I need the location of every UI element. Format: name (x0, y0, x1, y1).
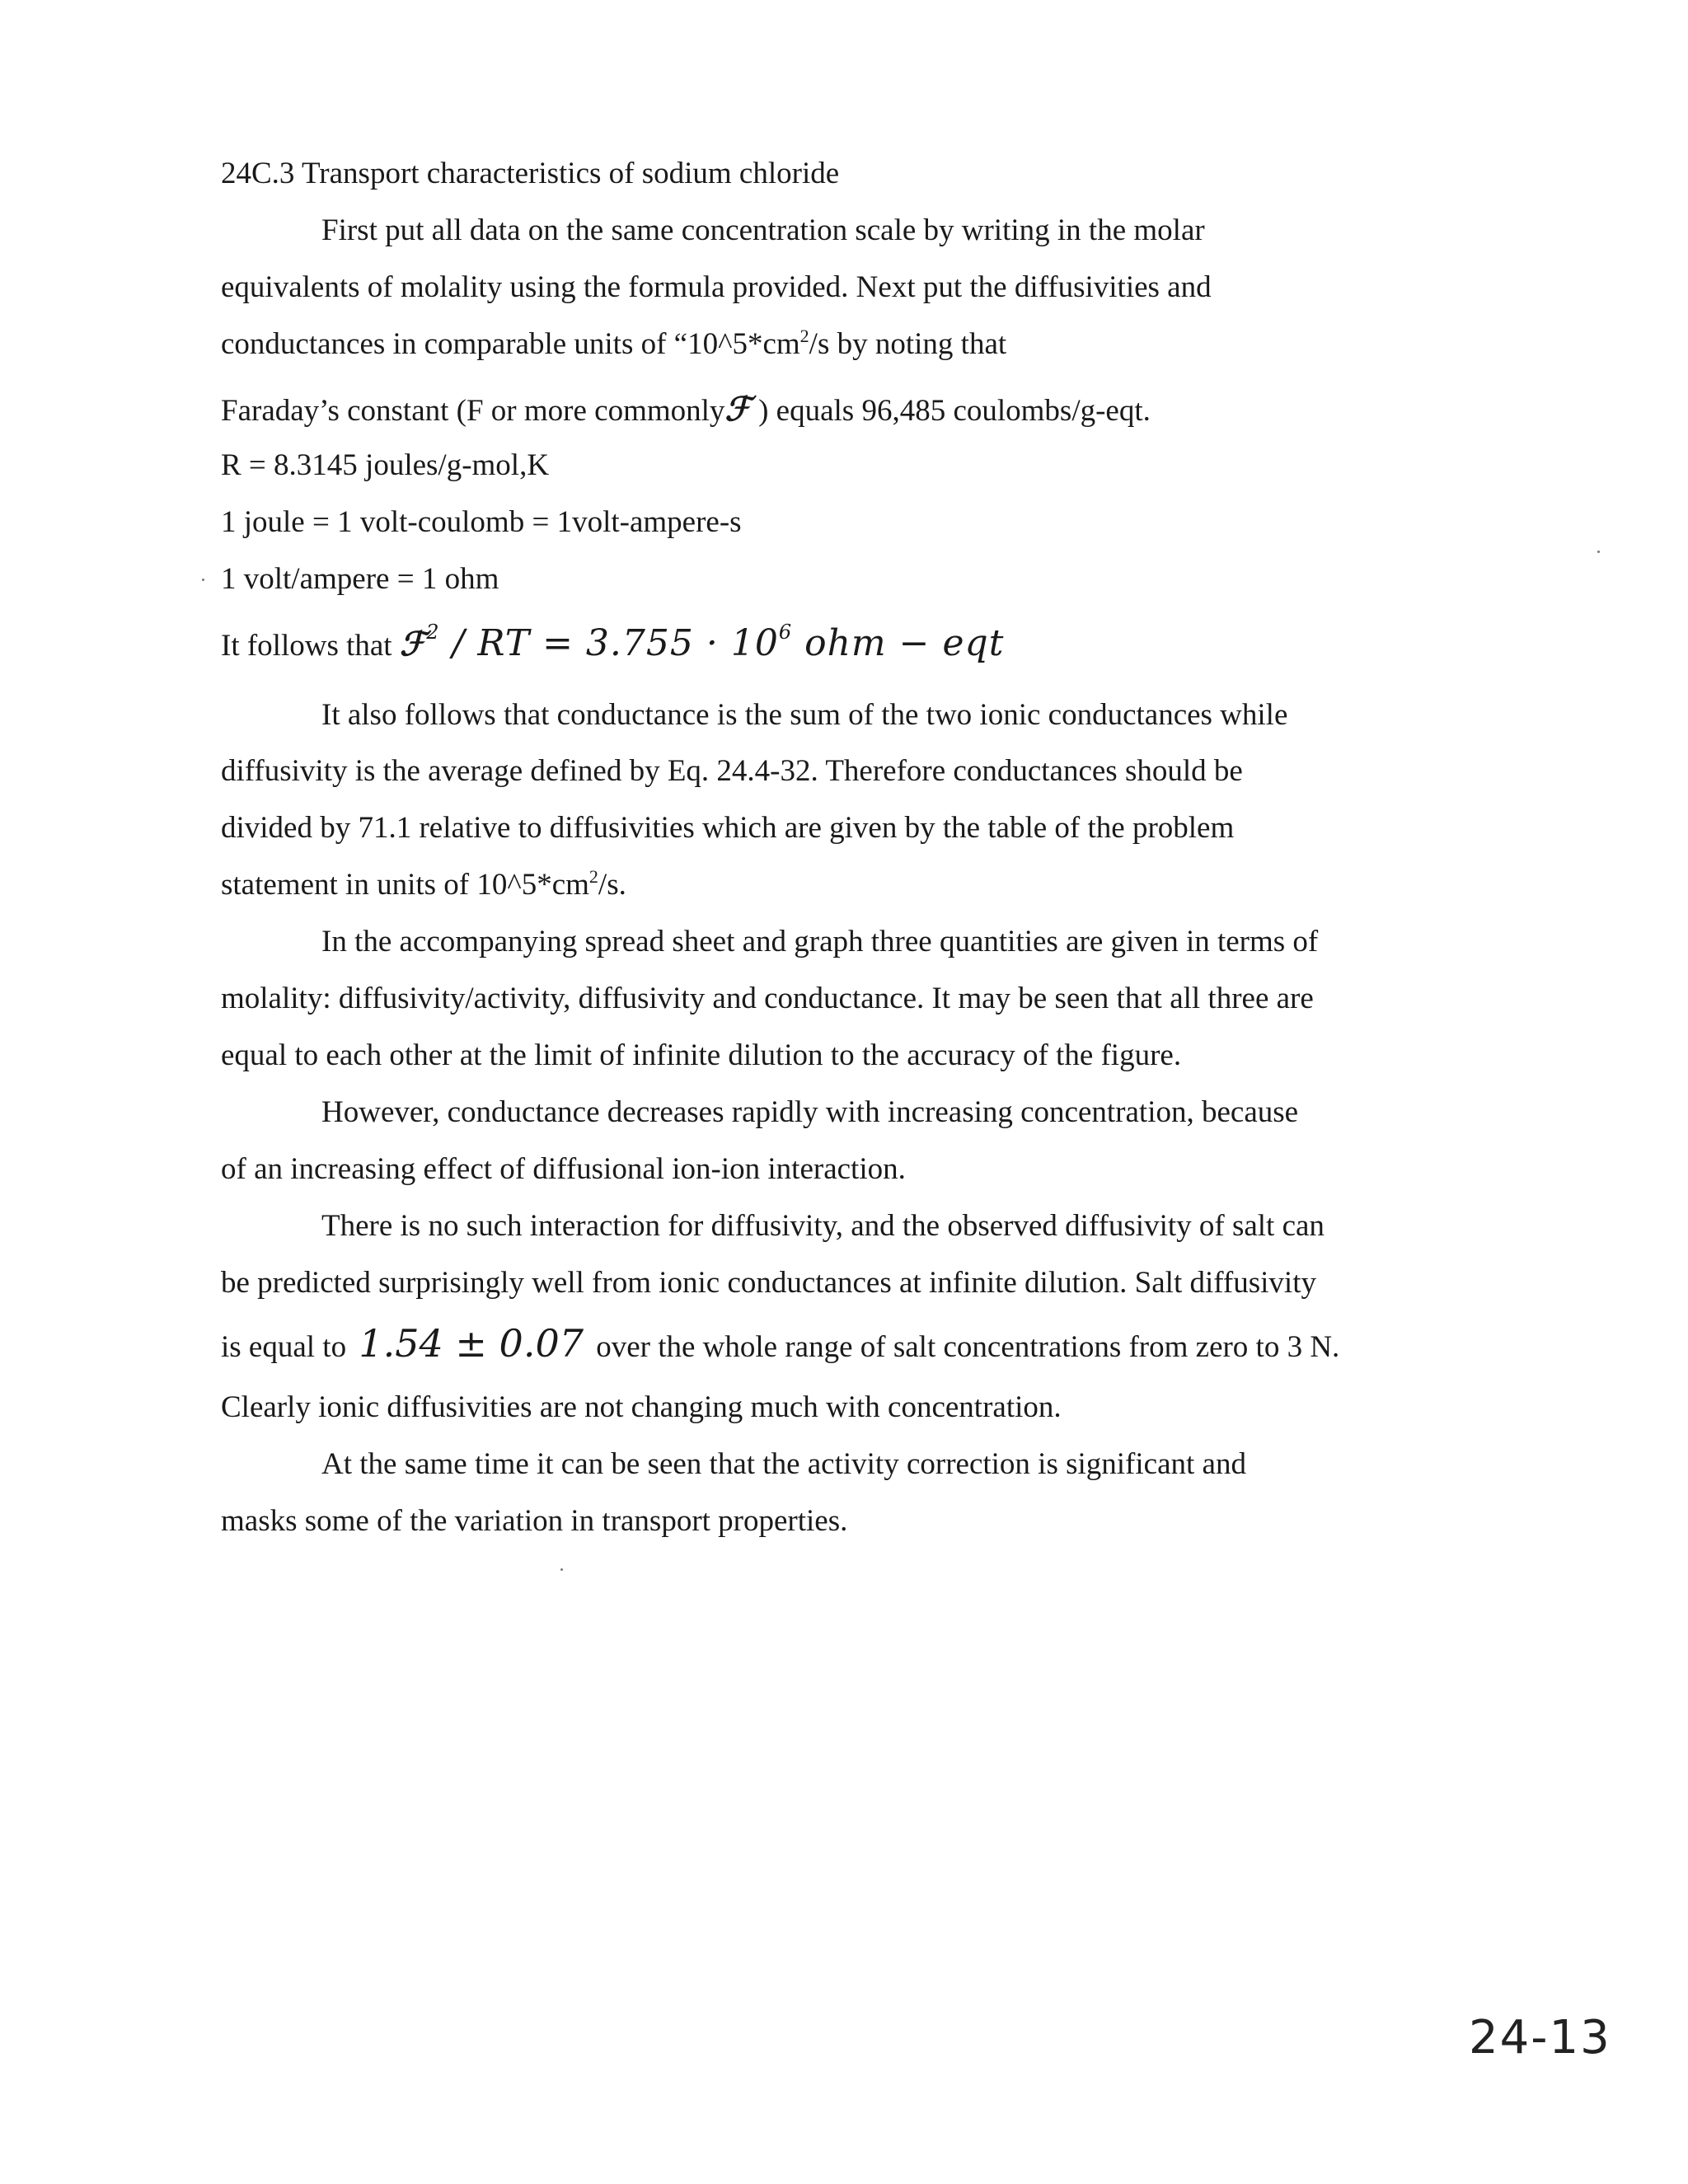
equation: ℱ$^2$ / RT = $3.755 \cdot 10^6$ ohm − eqt (399, 621, 1005, 664)
scan-speck (1597, 551, 1600, 553)
scan-speck (202, 579, 204, 581)
faraday-symbol: ℱ (724, 390, 751, 429)
paragraph-6-line-1: At the same time it can be seen that the activity correction is significant and (321, 1447, 1246, 1481)
paragraph-3-line-2: molality: diffusivity/activity, diffusivity and conductance. It may be seen that all three are (221, 982, 1314, 1015)
paragraph-2-line-3: divided by 71.1 relative to diffusivities which are given by the table of the problem (221, 811, 1235, 845)
paragraph-5-line-1: There is no such interaction for diffusivity, and the observed diffusivity of salt can (321, 1209, 1325, 1243)
equation-line: It follows that ℱ$^2$ / RT = $3.755 \cdot 10^6$ ohm − eqt (221, 621, 1005, 664)
paragraph-2-line-2: diffusivity is the average defined by Eq. 24.4-32. Therefore conductances should be (221, 754, 1243, 788)
paragraph-5-line-2: be predicted surprisingly well from ionic conductances at infinite dilution. Salt diffusivity (221, 1266, 1316, 1300)
ohm-line: 1 volt/ampere = 1 ohm (221, 562, 499, 596)
joule-line: 1 joule = 1 volt-coulomb = 1volt-ampere-s (221, 505, 742, 539)
diffusivity-value: 1.54 ± 0.07 (359, 1321, 584, 1366)
scan-speck (560, 1568, 563, 1571)
faraday-line: Faraday’s constant (F or more commonlyℱ ) equals 96,485 coulombs/g-eqt. (221, 390, 1151, 429)
paragraph-4-line-1: However, conductance decreases rapidly with increasing concentration, because (321, 1095, 1299, 1129)
paragraph-5-line-3: is equal to 1.54 ± 0.07 over the whole range of salt concentrations from zero to 3 N. (221, 1321, 1340, 1366)
page-number: 24-13 (1469, 2011, 1611, 2064)
paragraph-5-line-4: Clearly ionic diffusivities are not changing much with concentration. (221, 1390, 1062, 1424)
paragraph-4-line-2: of an increasing effect of diffusional ion-ion interaction. (221, 1152, 906, 1186)
paragraph-2-line-1: It also follows that conductance is the sum of the two ionic conductances while (321, 698, 1288, 732)
paragraph-3-line-1: In the accompanying spread sheet and graph three quantities are given in terms of (321, 925, 1319, 958)
paragraph-1-line-2: equivalents of molality using the formula provided. Next put the diffusivities and (221, 270, 1212, 304)
paragraph-1-line-1: First put all data on the same concentration scale by writing in the molar (321, 213, 1205, 247)
paragraph-1-line-3: conductances in comparable units of “$10\^{}5*cm^2/s$ by noting that (221, 326, 1007, 361)
paragraph-2-line-4: statement in units of $10\^{}5*cm^2/s$. (221, 866, 626, 902)
section-title: 24C.3 Transport characteristics of sodium chloride (221, 157, 840, 190)
paragraph-6-line-2: masks some of the variation in transport properties. (221, 1504, 848, 1538)
gas-constant-line: R = 8.3145 joules/g-mol,K (221, 448, 550, 482)
paragraph-3-line-3: equal to each other at the limit of infinite dilution to the accuracy of the figure. (221, 1038, 1182, 1072)
